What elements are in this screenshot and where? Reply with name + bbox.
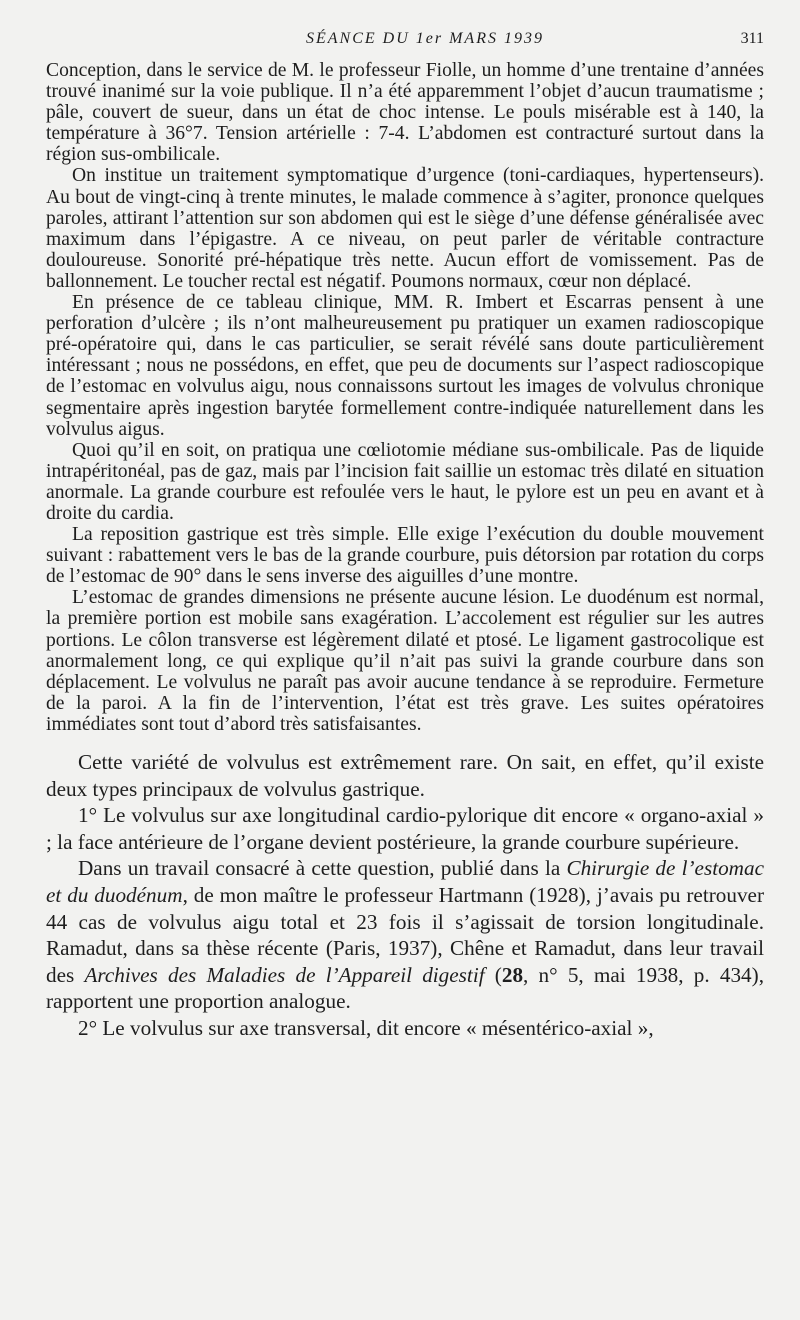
text-run: , de mon maître le professeur Hartmann (1928), j’avais pu retrouver 44 cas de volvulus aigu total et 23 fois il s’agissait de torsion longitudinale. Ramadut, dans sa thèse récente (Paris, 1937), Chêne et Ramadut, dans leur travail des [46,882,764,987]
paragraph: 2° Le volvulus sur axe transversal, dit encore « mésentérico-axial », [78,1015,654,1040]
paragraph: Quoi qu’il en soit, on pratiqua une cœliotomie médiane sus-ombilicale. Pas de liquide intrapéritonéal, pas de gaz, mais par l’incision fait saillie un estomac très dilaté en situation anormale. La grande courbure est refoulée vers le haut, le pylore est un peu en avant et à droite du cardia. [46,439,764,524]
paragraph: L’estomac de grandes dimensions ne présente aucune lésion. Le duodénum est normal, la première portion est mobile sans exagération. L’accolement est régulier sur les autres portions. Le côlon transverse est légèrement dilaté et ptosé. Le ligament gastrocolique est anormalement long, ce qui explique qu’il n’ait pas suivi la grande courbure dans son déplacement. Le volvulus ne paraît pas avoir aucune tendance à se reproduire. Fermeture de la paroi. A la fin de l’intervention, l’état est très grave. Les suites opératoires immédiates sont tout d’abord très satisfaisantes. [46,587,764,735]
volume-number: 28 [501,962,524,987]
running-title: SÉANCE DU 1er MARS 1939 [306,30,544,47]
paragraph [46,855,764,1015]
paragraph: On institue un traitement symptomatique d’urgence (toni-cardiaques, hypertenseurs). Au bout de vingt-cinq à trente minutes, le malade commence à s’agiter, prononce quelques paroles, attirant l’attention sur son abdomen qui est le siège d’une défense généralisée avec maximum dans l’épigastre. A ce niveau, on peut parler de véritable contracture douloureuse. Sonorité pré-hépatique très nette. Aucun effort de vomissement. Pas de ballonnement. Le toucher rectal est négatif. Poumons normaux, cœur non déplacé. [46,165,764,292]
paragraph: Conception, dans le service de M. le professeur Fiolle, un homme d’une trentaine d’années trouvé inanimé sur la voie publique. Il n’a été apparemment l’objet d’aucun traumatisme ; pâle, couvert de sueur, dans un état de choc intense. Le pouls misérable est à 140, la température à 36°7. Tension artérielle : 7-4. L’abdomen est contracturé surtout dans la région sus-ombilicale. [46,60,764,166]
discussion-block [46,749,764,1042]
journal-title: Archives des Maladies de l’Appareil digestif [84,962,485,987]
paragraph: En présence de ce tableau clinique, MM. R. Imbert et Escarras pensent à une perforation d’ulcère ; ils n’ont malheureusement pu pratiquer un examen radioscopique pré-opératoire qui, dans le cas particulier, se serait révélé sans doute particulièrement intéressant ; nous ne possédons, en effet, que peu de documents sur l’aspect radioscopique de l’estomac en volvulus aigu, nous connaissons surtout les images de volvulus chronique segmentaire après ingestion barytée formellement contre-indiquée naturellement dans les volvulus aigus. [46,292,764,440]
text-run: Dans un travail consacré à cette question, publié dans la [78,856,567,881]
page-number: 311 [740,30,764,47]
text-run: ( [484,962,502,987]
book-title: Chirurgie de l’estomac et du duodénum [46,856,764,907]
text-run: , n° 5, mai 1938, p. 434), rapportent une proportion analogue. [46,962,764,1014]
paragraph: La reposition gastrique est très simple. Elle exige l’exécution du double mouvement suivant : rabattement vers le bas de la grande courbure, puis détorsion par rotation du corps de l’estomac de 90° dans le sens inverse des aiguilles d’une montre. [46,524,764,588]
case-report-block [46,60,764,735]
running-header [46,30,764,60]
paragraph: Cette variété de volvulus est extrêmement rare. On sait, en effet, qu’il existe deux types principaux de volvulus gastrique. [46,750,764,801]
paragraph: 1° Le volvulus sur axe longitudinal cardio-pylorique dit encore « organo-axial » ; la face antérieure de l’organe devient postérieure, la grande courbure supérieure. [46,803,764,854]
